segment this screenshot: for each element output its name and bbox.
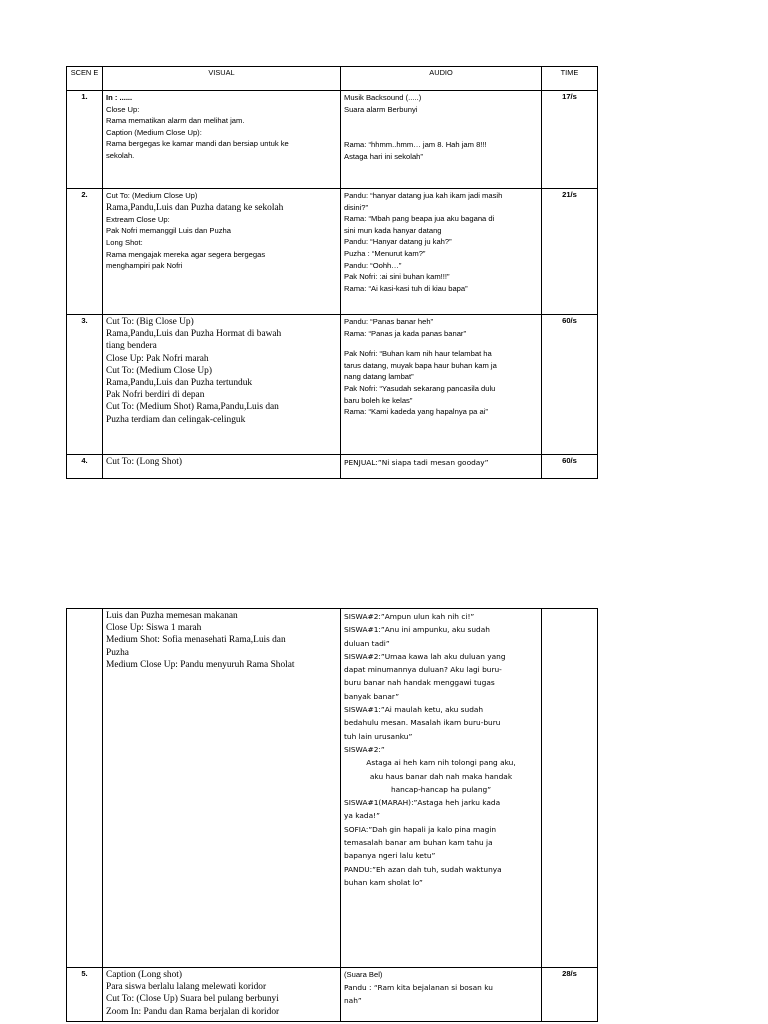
visual-line: Cut To: (Medium Close Up) — [106, 365, 212, 376]
audio-line: disini?” — [344, 202, 369, 212]
audio-line: temasalah banar am buhan kam tahu ja — [344, 838, 493, 848]
audio-line: Astaga ai heh kam nih tolongi pang aku, — [366, 758, 516, 768]
visual-line: Para siswa berlalu lalang melewati koridor — [106, 982, 267, 993]
visual-line: Rama,Pandu,Luis dan Puzha Hormat di bawah — [106, 329, 282, 340]
visual-line: Rama bergegas ke kamar mandi dan bersiap untuk ke — [106, 139, 289, 149]
visual-cell — [103, 189, 341, 315]
time-cell: 28/s — [542, 968, 598, 1022]
audio-line: buhan kam sholat lo” — [344, 877, 423, 887]
visual-line: Rama,Pandu,Luis dan Puzha datang ke sekolah — [106, 202, 284, 213]
audio-cell — [341, 315, 542, 455]
table-row — [67, 968, 598, 1022]
visual-line: Pak Nofri berdiri di depan — [106, 390, 205, 401]
visual-line: Caption (Medium Close Up): — [106, 127, 202, 137]
visual-line: Cut To: (Close Up) Suara bel pulang berbunyi — [106, 994, 279, 1005]
audio-line: nang datang lambat” — [344, 372, 414, 382]
visual-line: Pak Nofri memanggil Luis dan Puzha — [106, 226, 231, 236]
visual-line: Long Shot: — [106, 237, 143, 247]
script-table-page-1 — [66, 66, 598, 479]
audio-cell — [341, 968, 542, 1022]
audio-line: ya kada!” — [344, 811, 380, 821]
audio-line: Pak Nofri: “Yasudah sekarang pancasila dulu — [344, 383, 496, 393]
visual-cell — [103, 609, 341, 968]
audio-line: dapat minumannya duluan? Aku lagi buru- — [344, 665, 502, 675]
visual-line: Medium Close Up: Pandu menyuruh Rama Sholat — [106, 659, 295, 670]
audio-line: Pak Nofri: :ai sini buhan kam!!!” — [344, 272, 450, 282]
visual-line: Cut To: (Long Shot) — [106, 457, 182, 467]
scene-number: 2. — [67, 189, 103, 315]
audio-line: Rama: “Kami kadeda yang hapalnya pa ai” — [344, 407, 488, 417]
audio-line: baru boleh ke kelas” — [344, 395, 413, 405]
visual-line: Luis dan Puzha memesan makanan — [106, 611, 238, 621]
visual-line: Cut To: (Medium Shot) Rama,Pandu,Luis dan — [106, 402, 279, 413]
header-visual: VISUAL — [103, 67, 341, 91]
table-row — [67, 189, 598, 315]
visual-line: Caption (Long shot) — [106, 970, 183, 980]
audio-line: SISWA#1(MARAH):”Astaga heh jarku kada — [344, 798, 501, 808]
audio-cell — [341, 609, 542, 968]
audio-line: PANDU:”Eh azan dah tuh, sudah waktunya — [344, 864, 502, 874]
time-cell: 60/s — [542, 455, 598, 479]
audio-line: Pak Nofri: “Buhan kam nih haur telambat ha — [344, 349, 492, 359]
visual-cell — [103, 455, 341, 479]
time-cell: 17/s — [542, 91, 598, 189]
table-row — [67, 315, 598, 455]
audio-cell — [341, 189, 542, 315]
audio-line: bedahulu mesan. Masalah ikam buru-buru — [344, 718, 501, 728]
time-cell: 60/s — [542, 315, 598, 455]
visual-line: Rama mengajak mereka agar segera bergegas — [106, 249, 266, 259]
scene-number: 4. — [67, 455, 103, 479]
audio-line: buru banar nah handak menggawi tugas — [344, 678, 495, 688]
audio-line: SISWA#2:” — [344, 744, 385, 754]
audio-line: Astaga hari ini sekolah” — [344, 151, 423, 161]
audio-line: Rama: “Ai kasi-kasi tuh di kiau bapa” — [344, 283, 468, 293]
visual-line: Puzha — [106, 647, 129, 658]
audio-line: tarus datang, muyak bapa haur buhan kam ja — [344, 360, 497, 370]
table-row — [67, 91, 598, 189]
audio-line: Pandu: “Panas banar heh” — [344, 317, 434, 326]
audio-cell — [341, 455, 542, 479]
header-time: TIME — [542, 67, 598, 91]
scene-number: 3. — [67, 315, 103, 455]
visual-line: menghampiri pak Nofri — [106, 261, 183, 271]
table-header-row — [67, 67, 598, 91]
visual-cell — [103, 315, 341, 455]
audio-line: tuh lain urusanku” — [344, 731, 413, 741]
audio-line: SISWA#2:”Umaa kawa lah aku duluan yang — [344, 651, 506, 661]
visual-line: Medium Shot: Sofia menasehati Rama,Luis dan — [106, 635, 286, 646]
visual-line: Close Up: Pak Nofri marah — [106, 353, 209, 364]
audio-line: SOFIA:”Dah gin hapali ja kalo pina magin — [344, 824, 497, 834]
audio-line: banyak banar” — [344, 691, 400, 701]
table-row — [67, 455, 598, 479]
audio-line: Rama: “Mbah pang beapa jua aku bagana di — [344, 214, 495, 224]
visual-line: Close Up: Siswa 1 marah — [106, 623, 202, 634]
script-table-page-2 — [66, 608, 598, 1022]
audio-line: Pandu : “Ram kita bejalanan si bosan ku — [344, 982, 493, 992]
audio-line: hancap-hancap ha pulang” — [390, 784, 492, 794]
scene-number: 5. — [67, 968, 103, 1022]
visual-cell — [103, 91, 341, 189]
audio-line: Pandu: “Oohh…” — [344, 260, 402, 270]
visual-line: In : ...... — [106, 93, 133, 102]
audio-line: Pandu: “Hanyar datang ju kah?” — [344, 237, 452, 247]
header-scene: SCEN E — [67, 67, 103, 91]
audio-line: sini mun kada hanyar datang — [344, 225, 442, 235]
visual-line: Cut To: (Big Close Up) — [106, 317, 194, 327]
visual-line: Rama mematikan alarm dan melihat jam. — [106, 116, 245, 126]
audio-line: Rama: “Panas ja kada panas banar” — [344, 328, 466, 338]
audio-line: SISWA#1:”Ai maulah ketu, aku sudah — [344, 705, 484, 715]
visual-line: sekolah. — [106, 150, 135, 160]
time-cell: 21/s — [542, 189, 598, 315]
scene-number: 1. — [67, 91, 103, 189]
audio-cell — [341, 91, 542, 189]
visual-cell — [103, 968, 341, 1022]
audio-line: SISWA#2:”Ampun ulun kah nih ci!” — [344, 612, 475, 621]
visual-line: Zoom In: Pandu dan Rama berjalan di koridor — [106, 1006, 280, 1017]
header-audio: AUDIO — [341, 67, 542, 91]
audio-line: Musik Backsound (.....) — [344, 93, 422, 102]
visual-line: Puzha terdiam dan celingak-celinguk — [106, 414, 246, 425]
audio-line: bapanya ngeri lalu ketu” — [344, 851, 436, 861]
audio-line: PENJUAL:”Ni siapa tadi mesan gooday” — [344, 458, 489, 467]
audio-line: Rama: “hhmm..hmm… jam 8. Hah jam 8!!! — [344, 140, 487, 150]
visual-line: Rama,Pandu,Luis dan Puzha tertunduk — [106, 378, 253, 389]
visual-line: Cut To: (Medium Close Up) — [106, 191, 198, 200]
audio-line: Suara alarm Berbunyi — [344, 104, 418, 114]
visual-line: Extream Close Up: — [106, 214, 170, 224]
time-cell — [542, 609, 598, 968]
audio-line: (Suara Bel) — [344, 970, 383, 979]
scene-number — [67, 609, 103, 968]
audio-line: nah” — [344, 995, 362, 1005]
audio-line: Puzha : “Menurut kam?” — [344, 248, 426, 258]
visual-line: tiang bendera — [106, 341, 157, 352]
audio-line: duluan tadi” — [344, 638, 390, 648]
visual-line: Close Up: — [106, 104, 140, 114]
audio-line: Pandu: “hanyar datang jua kah ikam jadi masih — [344, 191, 503, 200]
audio-line: aku haus banar dah nah maka handak — [369, 771, 513, 781]
audio-line: SISWA#1:”Anu ini ampunku, aku sudah — [344, 625, 490, 635]
table-row — [67, 609, 598, 968]
